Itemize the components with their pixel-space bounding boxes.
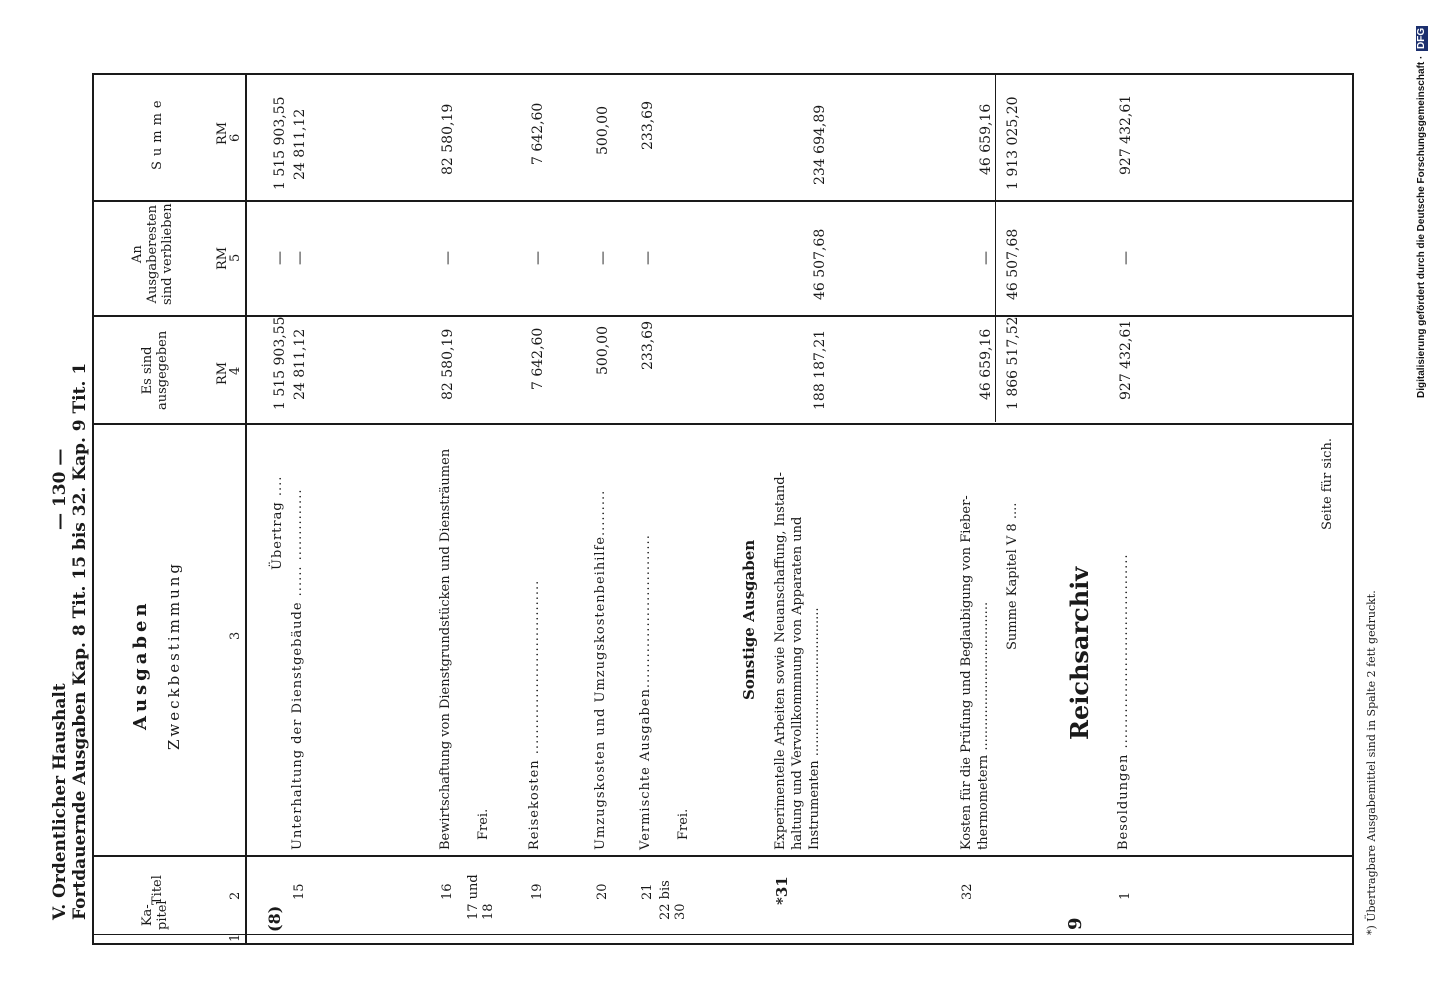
row-es: 927 432,61 [1118, 319, 1134, 400]
summe-es: 1 866 517,52 [1005, 316, 1021, 410]
row-an: — [595, 251, 611, 265]
col-num-1: 1 [228, 933, 243, 942]
row-es: 82 580,19 [440, 328, 456, 400]
row-titel: 20 [595, 883, 610, 900]
col-num-3: 3 [228, 631, 243, 640]
footnote: *) Übertragbare Ausgabemittel sind in Spalte 2 fett gedruckt. [1365, 590, 1378, 935]
table-right-rule [92, 73, 1354, 75]
row-text: Bewirtschaftung von Dienstgrundstücken und Diensträumen [438, 448, 453, 850]
row-summe: 46 659,16 [978, 103, 994, 175]
dfg-logo: DFG [1416, 27, 1427, 49]
row-an: 46 507,68 [812, 228, 828, 300]
summe-kapitel-label: Summe Kapitel V 8 .... [1005, 502, 1020, 650]
row-summe: 500,00 [595, 106, 611, 155]
page-number: — 130 — [50, 448, 70, 530]
col-num-6: 6 [228, 133, 243, 142]
col-divider-5 [92, 200, 1354, 202]
col-header-kapitel: Ka- pitel [140, 900, 170, 930]
row-an: — [292, 251, 308, 265]
col-divider-1 [92, 934, 1354, 935]
col-header-titel: Titel [150, 875, 165, 905]
dfg-sidebar [1410, 8, 1434, 398]
row-text: Kosten für die Prüfung und Beglaubigung von Fieber- thermometern .................................... [959, 495, 991, 850]
row-es: 46 659,16 [978, 328, 994, 400]
row-titel: 21 [640, 883, 655, 900]
row-text: Reisekosten .................................. [527, 579, 542, 850]
seite-fuer-sich: Seite für sich. [1320, 438, 1335, 530]
header-line1: V. Ordentlicher Haushalt [50, 683, 70, 920]
header-bottom-rule [245, 75, 247, 945]
row-titel: 1 [1118, 891, 1133, 900]
summe-summe: 1 913 025,20 [1005, 96, 1021, 190]
col-divider-3 [92, 423, 1354, 425]
col-header-ausgaben: Ausgaben [130, 599, 151, 730]
row-summe: 1 515 903,55 [272, 96, 288, 190]
summe-an: 46 507,68 [1005, 228, 1021, 300]
row-an: — [530, 251, 546, 265]
header-line2: Fortdauernde Ausgaben Kap. 8 Tit. 15 bis 32. Kap. 9 Tit. 1 [70, 362, 90, 920]
col-divider-2 [92, 855, 1354, 857]
row-es: 1 515 903,55 [272, 316, 288, 410]
unit-col5: RM [215, 246, 230, 270]
row-titel: 17 und 18 [466, 874, 496, 920]
row-text: Frei. [476, 808, 491, 840]
unit-col4: RM [215, 361, 230, 385]
section-heading-reichsarchiv: Reichsarchiv [1065, 566, 1094, 740]
row-text: Übertrag .... [270, 475, 285, 570]
kapitel-9: 9 [1065, 917, 1086, 930]
table-top-rule [92, 75, 94, 945]
row-an: — [978, 251, 994, 265]
table-bottom-rule [1352, 75, 1354, 945]
row-an: — [440, 251, 456, 265]
row-text: Umzugskosten und Umzugskostenbeihilfe......... [593, 489, 608, 850]
row-titel: 16 [440, 883, 455, 900]
sum-rule [995, 75, 996, 422]
row-es: 188 187,21 [812, 329, 828, 410]
row-es: 500,00 [595, 326, 611, 375]
col-header-es-sind: Es sind ausgegeben [140, 330, 170, 410]
row-summe: 7 642,60 [530, 102, 546, 165]
row-titel: *31 [773, 876, 791, 905]
row-summe: 24 811,12 [292, 108, 308, 180]
row-an: — [272, 251, 288, 265]
unit-col6: RM [215, 121, 230, 145]
row-text: Frei. [676, 808, 691, 840]
row-es: 24 811,12 [292, 328, 308, 400]
row-text: Besoldungen ...................................... [1116, 553, 1131, 850]
row-titel: 32 [960, 883, 975, 900]
row-es: 233,69 [640, 321, 656, 370]
col-header-zweck: Zweckbestimmung [165, 560, 183, 750]
col-num-4: 4 [228, 366, 243, 375]
row-an: — [640, 251, 656, 265]
row-titel: 15 [292, 883, 307, 900]
dfg-credit-text: Digitalisierung gefördert durch die Deutsche Forschungsgemeinschaft · [1416, 55, 1427, 398]
row-an: — [1118, 251, 1134, 265]
row-text: Unterhaltung der Dienstgebäude ...... .............. [290, 488, 305, 850]
col-num-5: 5 [228, 253, 243, 262]
row-text: Experimentelle Arbeiten sowie Neuanschaffung, Instand- haltung und Vervollkommnung von Apparaten und Instrumenten .................................... [773, 472, 822, 850]
section-heading-sonstige: Sonstige Ausgaben [740, 539, 758, 700]
row-titel: 19 [530, 883, 545, 900]
col-header-summe: Summe [150, 95, 165, 170]
row-summe: 233,69 [640, 101, 656, 150]
row-summe: 82 580,19 [440, 103, 456, 175]
row-summe: 927 432,61 [1118, 94, 1134, 175]
row-es: 7 642,60 [530, 327, 546, 390]
row-text: Vermischte Ausgaben.............................. [638, 534, 653, 850]
kapitel-8: (8) [265, 905, 284, 932]
col-header-an-ausgaberesten: An Ausgaberesten sind verblieben [130, 203, 175, 305]
col-num-2: 2 [228, 891, 243, 900]
row-summe: 234 694,89 [812, 104, 828, 185]
table-left-rule [92, 943, 1354, 945]
row-titel: 22 bis 30 [658, 880, 688, 920]
